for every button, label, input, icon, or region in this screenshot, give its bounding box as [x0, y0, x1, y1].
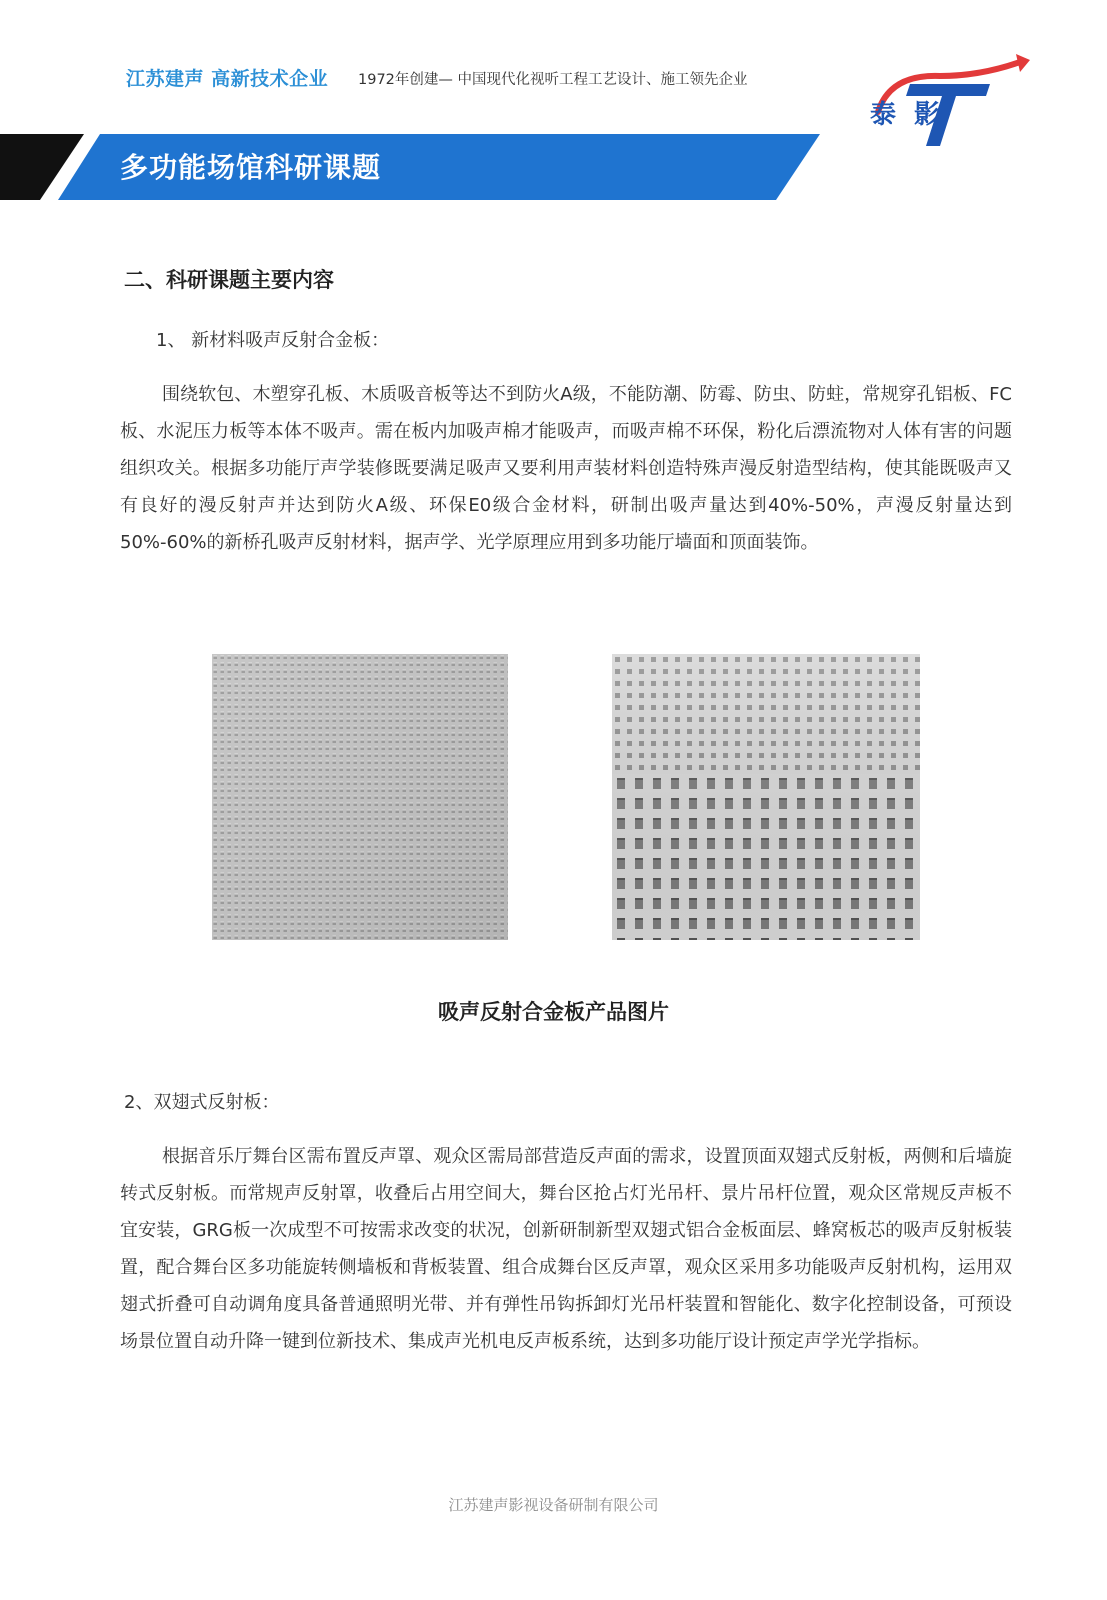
footer-company: 江苏建声影视设备研制有限公司 — [448, 1496, 659, 1514]
banner-title: 多功能场馆科研课题 — [120, 151, 382, 184]
item1-paragraph: 围绕软包、木塑穿孔板、木质吸音板等达不到防火A级，不能防潮、防霉、防虫、防蛀，常规穿孔铝板、FC板、水泥压力板等本体不吸声。需在板内加吸声棉才能吸声，而吸声棉不环保，粉化后漂流物对人体有害的问题组织攻关。根据多功能厅声学装修既要满足吸声又要利用声装材料创造特殊声漫反射造型结构，使其能既吸声又有良好的漫反射声并达到防火A级、环保E0级合金材料，研制出吸声量达到40%-50%，声漫反射量达到50%-60%的新桥孔吸声反射材料，据声学、光学原理应用到多功能厅墙面和顶面装饰。 — [120, 384, 1012, 553]
item2-paragraph: 根据音乐厅舞台区需布置反声罩、观众区需局部营造反声面的需求，设置顶面双翅式反射板，两侧和后墙旋转式反射板。而常规声反射罩，收叠后占用空间大，舞台区抢占灯光吊杆、景片吊杆位置，观众区常规反声板不宜安装，GRG板一次成型不可按需求改变的状况，创新研制新型双翅式铝合金板面层、蜂窝板芯的吸声反射板装置，配合舞台区多功能旋转侧墙板和背板装置、组合成舞台区反声罩，观众区采用多功能吸声反射机构，运用双翅式折叠可自动调角度具备普通照明光带、并有弹性吊钩拆卸灯光吊杆装置和智能化、数字化控制设备，可预设场景位置自动升降一键到位新技术、集成声光机电反声板系统，达到多功能厅设计预定声学光学指标。 — [120, 1146, 1012, 1352]
item1-title: 1、 新材料吸声反射合金板： — [156, 330, 390, 351]
logo-text: 泰影 — [870, 100, 959, 130]
company-logo — [870, 54, 1030, 154]
section-heading: 二、科研课题主要内容 — [124, 268, 334, 292]
header-company-name: 江苏建声 高新技术企业 — [126, 68, 329, 90]
item2-title: 2、双翅式反射板： — [124, 1092, 280, 1113]
header-tagline: 1972年创建— 中国现代化视听工程工艺设计、施工领先企业 — [358, 72, 748, 88]
figure-caption: 吸声反射合金板产品图片 — [438, 1000, 669, 1024]
product-photo-right — [612, 654, 920, 940]
product-photo-left — [212, 654, 508, 940]
